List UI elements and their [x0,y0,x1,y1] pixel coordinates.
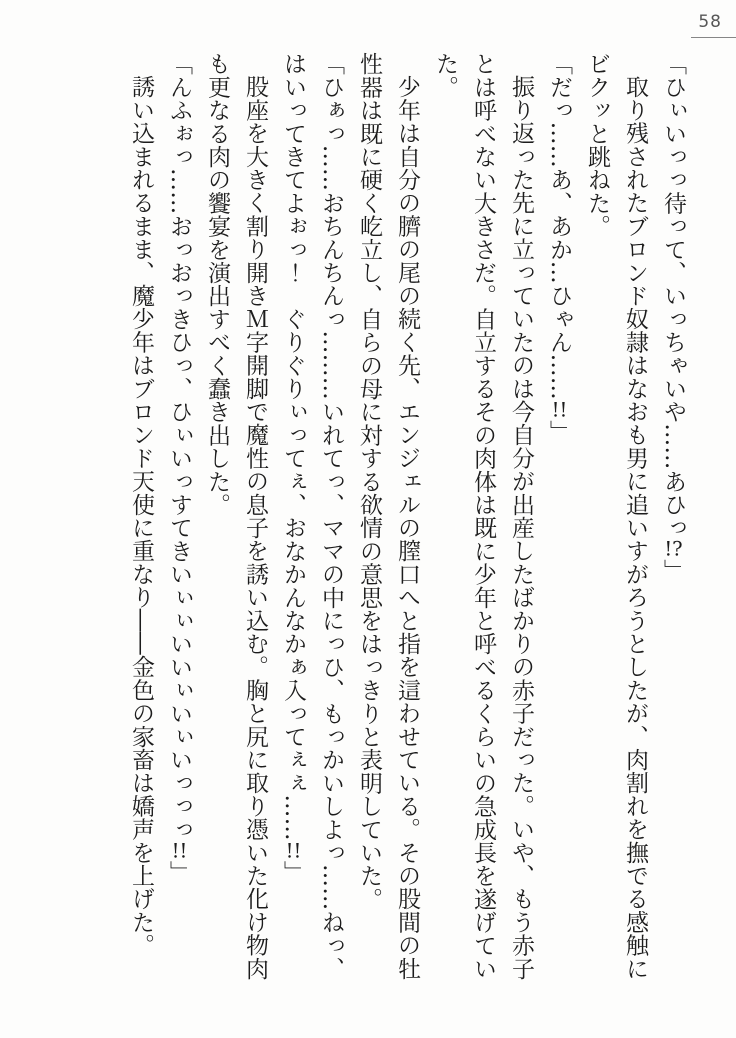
paragraph-narration: 少年は自分の臍の尾の続く先、エンジェルの膣口へと指を這わせている。その股間の牡性器は既に硬く屹立し、自らの母に対する欲情の意思をはっきりと表明していた。 [356,52,420,980]
paragraph-dialogue: 「だっ……あ、あか…ひゃん……!!」 [546,52,572,443]
paragraph-narration: 振り返った先に立っていたのは今自分が出産したばかりの赤子だった。いや、もう赤子とは呼べない大きさだ。自立するその肉体は既に少年と呼べるくらいの急成長を遂げていた。 [432,52,534,980]
exclamation-question-mark: !? [664,539,683,559]
paragraph-narration: 取り残されたブロンド奴隷はなおも男に追いすがろうとしたが、肉割れを撫でる感触にビクッと跳ねた。 [584,52,648,980]
double-exclamation-mark: !! [285,840,302,861]
double-exclamation-mark: !! [551,400,568,420]
paragraph-narration: 股座を大きく割り開きＭ字開脚で魔性の息子を誘い込む。胸と尻に取り憑いた化け物肉も更なる肉の饗宴を演出すべく蠢き出した。 [204,52,268,980]
paragraph-dialogue: 「ひぁっ……おちんちんっ………いれてっ、ママの中にっひ、もっかいしよっ……ねっ、はいってきてよぉっ！ ぐりぐりぃってぇ、おなかんなかぁ入ってぇぇ……!!」 [280,52,344,980]
paragraph-dialogue: 「んふぉっ……おっおっきひっ、ひぃいっすてきいぃぃいいぃいぃいっっっ!!」 [166,52,192,884]
paragraph-narration: 誘い込まれるまま、魔少年はブロンド天使に重なり――金色の家畜は嬌声を上げた。 [128,75,154,957]
page-number: 58 [698,12,722,32]
paragraph-dialogue: 「ひぃいっっ待って、いっちゃいや……あひっ!?」 [660,52,686,582]
page-number-rule [691,37,736,38]
double-exclamation-mark: !! [171,840,188,861]
novel-text-block [107,52,692,982]
